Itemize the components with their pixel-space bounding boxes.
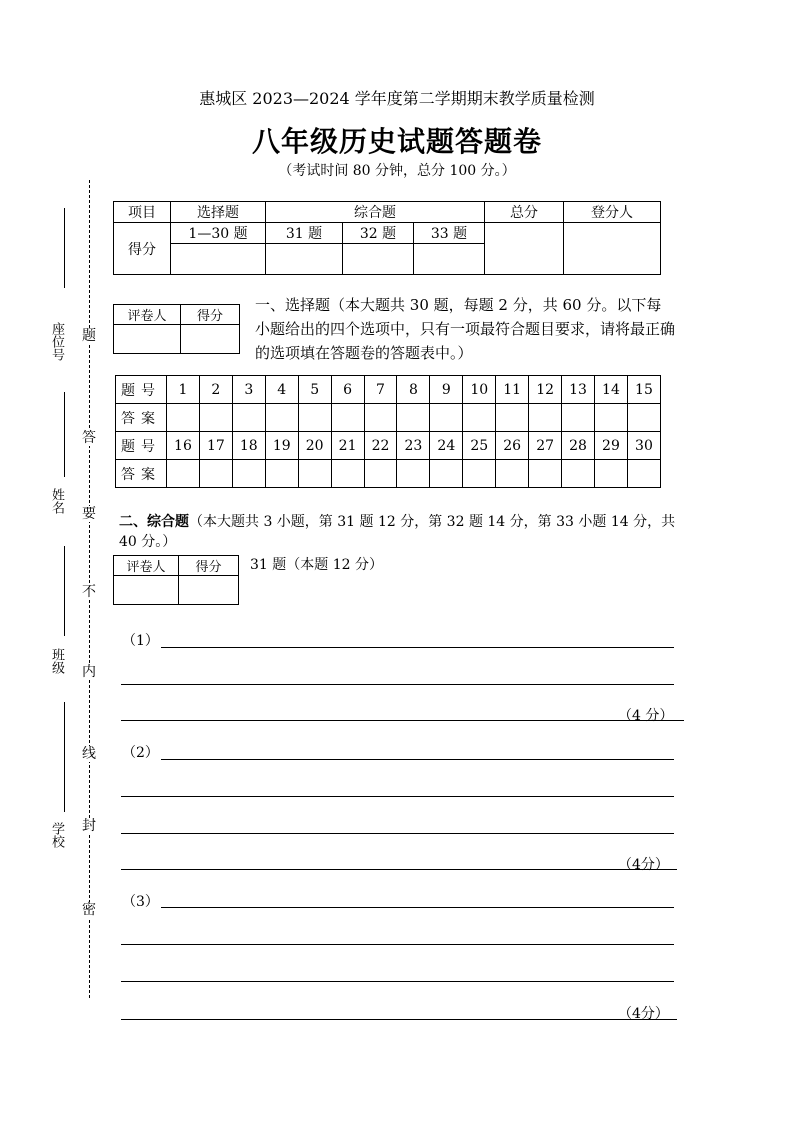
answer-cell[interactable] [199,404,232,432]
answer-number-row [116,432,661,460]
q2-points: （4分） [618,857,669,873]
answer-cell[interactable] [397,460,430,488]
answer-line[interactable] [121,720,684,721]
question-number: 28 [562,432,595,460]
score-header-total: 总分 [485,202,564,223]
answer-cell[interactable] [331,460,364,488]
question-number: 10 [463,376,496,404]
answer-cell[interactable] [430,404,463,432]
score-32-cell[interactable] [343,244,414,275]
answer-table [115,375,661,488]
grader-box [113,555,239,605]
answer-line[interactable] [121,944,674,945]
answer-cell[interactable] [463,460,496,488]
class-label: 班级 [49,648,64,674]
section2-text: （本大题共 3 小题，第 31 题 12 分，第 32 题 14 分，第 33 小题 14 分，共 40 分。） [119,514,676,550]
page-title: 八年级历史试题答题卷 [251,125,542,158]
answer-cell[interactable] [529,460,562,488]
question-number: 29 [594,432,627,460]
score-31-cell[interactable] [266,244,343,275]
answer-cell[interactable] [627,460,660,488]
school-fill-line [64,702,65,812]
score-header-comprehensive: 综合题 [266,202,485,223]
question-number: 24 [430,432,463,460]
answer-line[interactable] [121,684,674,685]
answer-cell[interactable] [331,404,364,432]
answer-cell[interactable] [562,460,595,488]
question-number: 12 [529,376,562,404]
answer-cell[interactable] [167,460,200,488]
number-label: 题号 [116,432,167,460]
seal-char: 密 [82,902,96,918]
answer-cell[interactable] [232,404,265,432]
grader-name-cell[interactable] [114,325,181,354]
answer-cell[interactable] [167,404,200,432]
section2-instructions [119,512,679,552]
score-total-cell[interactable] [485,223,564,275]
grader-box [113,304,240,354]
seal-char: 答 [82,430,96,446]
school-label: 学校 [49,822,64,848]
answer-cell[interactable] [364,460,397,488]
question-number: 11 [496,376,529,404]
score-33-cell[interactable] [414,244,485,275]
grader-label: 评卷人 [114,305,181,325]
answer-row [116,460,661,488]
question-number: 9 [430,376,463,404]
name-label: 姓名 [49,488,64,514]
answer-cell[interactable] [496,404,529,432]
question-number: 27 [529,432,562,460]
grader-score-label: 得分 [181,305,240,325]
answer-label: 答案 [116,460,167,488]
answer-cell[interactable] [298,404,331,432]
question-number: 4 [265,376,298,404]
answer-cell[interactable] [232,460,265,488]
grader-score-cell[interactable] [181,325,240,354]
answer-cell[interactable] [397,404,430,432]
q3-label: （3） [122,894,159,910]
q1-label: （1） [122,633,159,649]
question-number: 16 [167,432,200,460]
question-number: 8 [397,376,430,404]
question-number: 2 [199,376,232,404]
q2-label: （2） [122,745,159,761]
score-table [113,201,661,275]
class-fill-line [64,546,65,636]
grader-score-label: 得分 [179,556,239,576]
answer-number-row [116,376,661,404]
section2-title: 二、综合题 [119,514,189,530]
question-number: 14 [594,376,627,404]
question-number: 25 [463,432,496,460]
score-sub-31: 31 题 [266,223,343,244]
grader-label: 评卷人 [114,556,179,576]
seat-label: 座位号 [49,322,64,361]
answer-cell[interactable] [199,460,232,488]
answer-cell[interactable] [265,404,298,432]
answer-label: 答案 [116,404,167,432]
question-number: 15 [627,376,660,404]
answer-line[interactable] [161,647,674,648]
score-header-choice: 选择题 [171,202,266,223]
q3-points: （4分） [618,1006,669,1022]
answer-cell[interactable] [364,404,397,432]
answer-cell[interactable] [594,460,627,488]
grader-score-cell[interactable] [179,576,239,605]
score-header-recorder: 登分人 [564,202,661,223]
seal-char: 内 [82,664,96,680]
answer-cell[interactable] [265,460,298,488]
answer-line[interactable] [161,907,674,908]
answer-line[interactable] [121,981,674,982]
question-number: 3 [232,376,265,404]
question-number: 6 [331,376,364,404]
answer-line[interactable] [161,759,674,760]
seat-fill-line [64,208,65,288]
seal-char: 要 [82,506,96,522]
answer-cell[interactable] [562,404,595,432]
question-number: 13 [562,376,595,404]
answer-row [116,404,661,432]
answer-line[interactable] [121,796,674,797]
section1-instructions: 一、选择题（本大题共 30 题，每题 2 分，共 60 分。以下每小题给出的四个选项中，只有一项最符合题目要求，请将最正确的选项填在答题卷的答题表中。） [255,296,676,362]
answer-cell[interactable] [298,460,331,488]
answer-line[interactable] [121,833,674,834]
answer-line[interactable] [121,869,677,870]
seal-char: 题 [82,328,96,344]
question-number: 1 [167,376,200,404]
seal-char: 不 [82,584,96,600]
question-number: 26 [496,432,529,460]
seal-char: 线 [82,746,96,762]
question-number: 5 [298,376,331,404]
answer-line[interactable] [121,1019,677,1020]
answer-cell[interactable] [463,404,496,432]
question-number: 21 [331,432,364,460]
score-recorder-cell[interactable] [564,223,661,275]
question-number: 23 [397,432,430,460]
question-number: 18 [232,432,265,460]
question-number: 17 [199,432,232,460]
question-number: 20 [298,432,331,460]
answer-cell[interactable] [430,460,463,488]
score-header-item: 项目 [114,202,171,223]
score-sub-32: 32 题 [343,223,414,244]
score-row-label: 得分 [114,223,171,275]
answer-cell[interactable] [594,404,627,432]
seal-char: 封 [82,818,96,834]
score-sub-choice: 1—30 题 [171,223,266,244]
question-number: 19 [265,432,298,460]
answer-cell[interactable] [627,404,660,432]
page-subtitle: （考试时间 80 分钟，总分 100 分。） [278,163,516,179]
question-number: 22 [364,432,397,460]
grader-name-cell[interactable] [114,576,179,605]
question-number: 7 [364,376,397,404]
answer-cell[interactable] [496,460,529,488]
question-31-title: 31 题（本题 12 分） [250,557,383,573]
score-choice-cell[interactable] [171,244,266,275]
score-sub-33: 33 题 [414,223,485,244]
number-label: 题号 [116,376,167,404]
answer-cell[interactable] [529,404,562,432]
q1-points: （4 分） [618,708,674,724]
name-fill-line [64,392,65,477]
question-number: 30 [627,432,660,460]
exam-header: 惠城区 2023—2024 学年度第二学期期末教学质量检测 [199,89,595,108]
